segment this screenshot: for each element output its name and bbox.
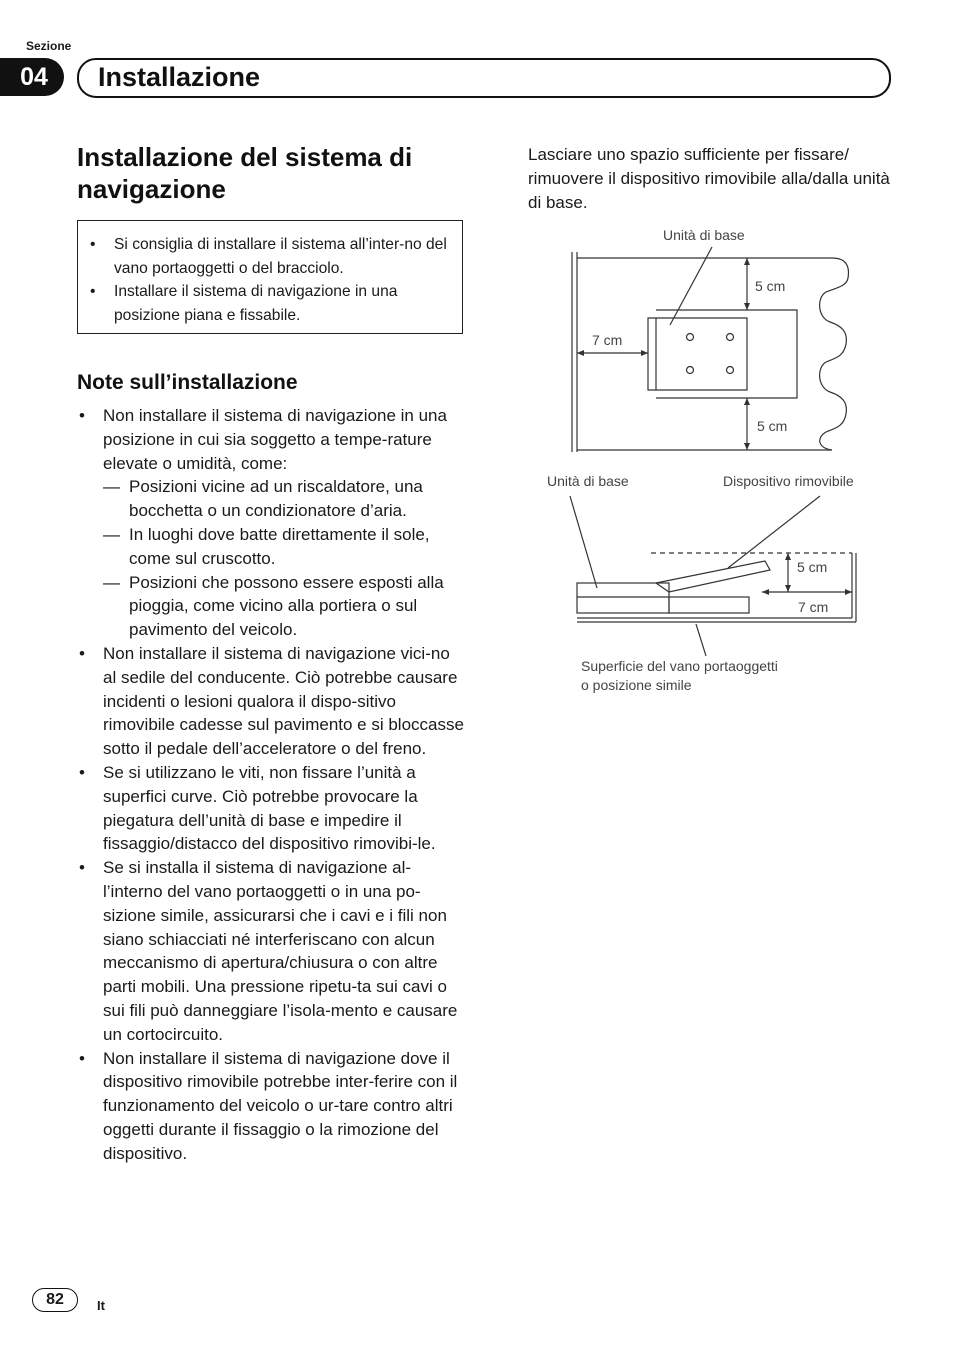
page-number: 82: [32, 1288, 78, 1312]
list-item: • Installare il sistema di navigazione in una posizione piana e fissabile.: [88, 280, 448, 327]
screw-hole: [687, 367, 694, 374]
label-surface-line1: Superficie del vano portaoggetti: [581, 658, 778, 674]
dimension-label-top: 5 cm: [755, 278, 786, 294]
label-base-unit-top: Unità di base: [663, 227, 745, 243]
screw-hole: [727, 367, 734, 374]
leader-line-base-unit: [670, 247, 712, 325]
clearance-diagram: [540, 222, 870, 707]
sub-list-item: — In luoghi dove batte direttamente il sole, come sul cruscotto.: [103, 523, 467, 571]
language-code: It: [97, 1298, 105, 1313]
recommendation-box: [77, 220, 463, 334]
arrow-head: [744, 258, 750, 265]
recommendation-list: [88, 233, 448, 327]
page-title: Installazione del sistema di navigazione: [77, 142, 413, 204]
arrow-head: [744, 443, 750, 450]
sub-list: [103, 475, 467, 642]
arrow-head: [744, 303, 750, 310]
dimension-label-vertical: 5 cm: [797, 559, 828, 575]
arrow-head: [845, 589, 852, 595]
dimension-label-left: 7 cm: [592, 332, 623, 348]
screw-hole: [727, 334, 734, 341]
arrow-head: [641, 350, 648, 356]
label-base-unit-side: Unità di base: [547, 473, 629, 489]
screw-hole: [687, 334, 694, 341]
list-item: • Si consiglia di installare il sistema all’inter-no del vano portaoggetti o del bracciolo.: [88, 233, 448, 280]
list-item: • Non installare il sistema di navigazione vici-no al sedile del conducente. Ciò potrebbe causare incidenti o lesioni qualora il dispo-sitivo rimovibile cadesse sul pavimento e si bloccasse sotto il pedale dell’acceleratore o del freno.: [77, 642, 467, 761]
base-unit-plate: [656, 310, 797, 398]
list-item: • Se si utilizzano le viti, non fissare l’unità a superfici curve. Ciò potrebbe provocare la piegatura dell’unità di base e impedire il fissaggio/distacco del dispositivo rimovibi-le.: [77, 761, 467, 856]
base-unit-side-view: [577, 583, 669, 613]
section-label: Sezione: [26, 39, 72, 53]
notes-heading: Note sull’installazione: [77, 371, 298, 394]
clearance-intro: Lasciare uno spazio sufficiente per fissare/ rimuovere il dispositivo rimovibile alla/dalla unità di base.: [528, 145, 890, 212]
section-number-badge: 04: [0, 58, 64, 96]
label-removable-device: Dispositivo rimovibile: [723, 473, 854, 489]
removable-device-side-view: [656, 561, 770, 592]
label-surface-line2: o posizione simile: [581, 677, 692, 693]
dimension-label-horizontal: 7 cm: [798, 599, 829, 615]
arrow-head: [577, 350, 584, 356]
arrow-head: [785, 553, 791, 560]
list-item: • Se si installa il sistema di navigazione al-l’interno del vano portaoggetti o in una po-sizione simile, assicurarsi che i cavi e i fili non siano schiacciati né interferiscano con alcun meccanismo di apertura/chiusura o con altre parti mobili. Una pressione ripetu-ta sui cavi o sui fili può danneggiare l’isola-mento e causare un cortocircuito.: [77, 856, 467, 1046]
compartment-wavy-edge: [820, 258, 849, 450]
installation-notes-list: [77, 404, 467, 1166]
arrow-head: [744, 398, 750, 405]
list-item: • Non installare il sistema di navigazione dove il dispositivo rimovibile potrebbe inter-ferire con il funzionamento del veicolo o ur-tare contro altri oggetti durante il fissaggio o la rimozione del dispositivo.: [77, 1047, 467, 1166]
base-unit-bracket: [648, 318, 747, 390]
leader-line-removable: [728, 496, 820, 568]
arrow-head: [762, 589, 769, 595]
sub-list-item: — Posizioni vicine ad un riscaldatore, una bocchetta o un condizionatore d’aria.: [103, 475, 467, 523]
base-unit-extension: [669, 597, 749, 613]
clearance-diagram-svg: [540, 222, 870, 702]
sub-list-item: — Posizioni che possono essere esposti alla pioggia, come vicino alla portiera o sul pavimento del veicolo.: [103, 571, 467, 642]
section-title: Installazione: [98, 62, 261, 92]
arrow-head: [785, 585, 791, 592]
dimension-label-bottom: 5 cm: [757, 418, 788, 434]
list-item-text: Non installare il sistema di navigazione in una posizione in cui sia soggetto a tempe-rature elevate o umidità, come:: [103, 406, 447, 473]
list-item: [77, 404, 467, 642]
leader-line-surface: [696, 624, 706, 656]
leader-line-base-unit-side: [570, 496, 597, 588]
